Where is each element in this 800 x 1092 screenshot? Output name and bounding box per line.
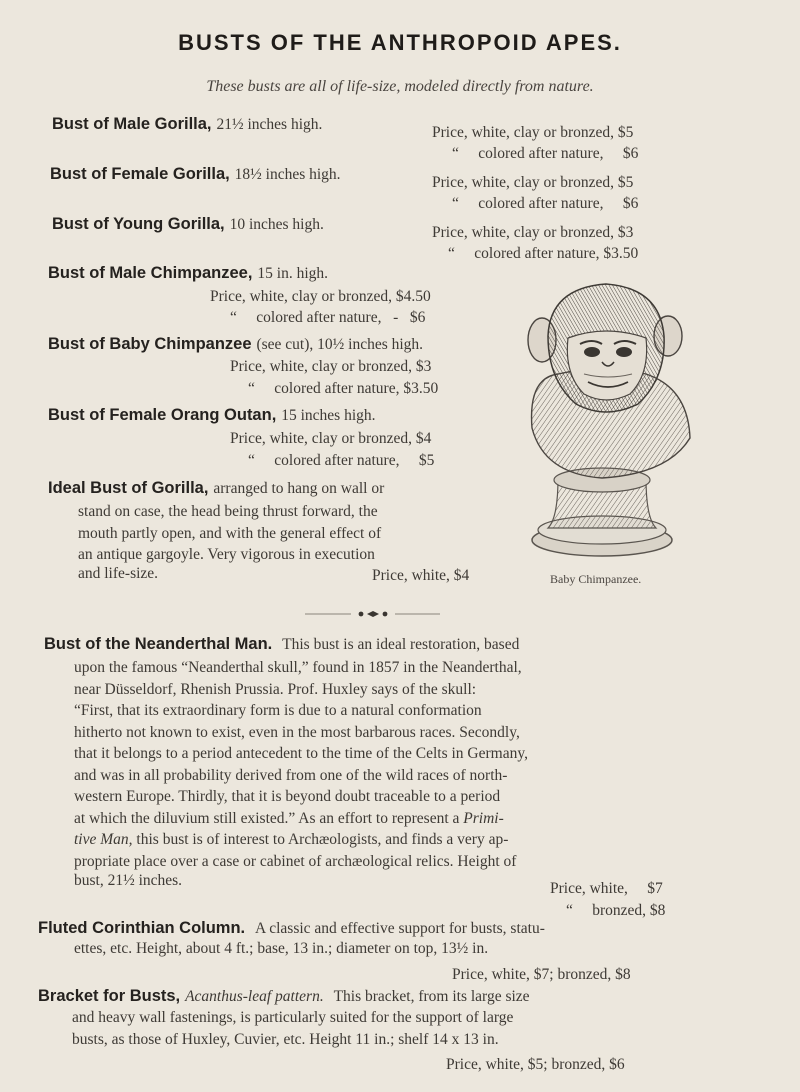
- item-name: Bust of Female Orang Outan,: [48, 406, 277, 424]
- price-white: Price, white, clay or bronzed, $5: [432, 124, 634, 141]
- price-white-bronzed: Price, white, $7; bronzed, $8: [452, 966, 631, 983]
- item-female-orang: [48, 405, 376, 426]
- item-lead: A classic and effective support for busts, statu-: [255, 920, 545, 937]
- item-bracket: [38, 986, 530, 1007]
- item-size: 21½ inches high.: [216, 116, 323, 133]
- item-name: Bust of Young Gorilla,: [52, 215, 225, 233]
- item-size: 15 inches high.: [281, 407, 376, 424]
- image-caption: Baby Chimpanzee.: [550, 572, 642, 586]
- item-name: Bust of the Neanderthal Man.: [44, 635, 273, 653]
- description-line: “First, that its extraordinary form is due to a natural conformation: [74, 702, 482, 719]
- price-white: Price, white, clay or bronzed, $4: [230, 430, 432, 447]
- item-name: Bust of Male Gorilla,: [52, 115, 212, 133]
- price-white: Price, white, clay or bronzed, $4.50: [210, 288, 431, 305]
- price-white: Price, white, clay or bronzed, $5: [432, 174, 634, 191]
- description-line: that it belongs to a period antecedent to the time of the Celts in Germany,: [74, 745, 528, 762]
- price-bronzed: “ bronzed, $8: [566, 902, 666, 919]
- description-line: an antique gargoyle. Very vigorous in execution: [78, 546, 375, 563]
- description-line: near Düsseldorf, Rhenish Prussia. Prof. Huxley says of the skull:: [74, 680, 477, 698]
- description-line: stand on case, the head being thrust forward, the: [78, 503, 378, 520]
- description-line: upon the famous “Neanderthal skull,” found in 1857 in the Neanderthal,: [74, 659, 522, 676]
- item-corinthian-column: [38, 918, 545, 939]
- description-line: western Europe. Thirdly, that it is beyond doubt traceable to a period: [74, 788, 501, 805]
- description-line: and heavy wall fastenings, is particularly suited for the support of large: [72, 1009, 514, 1026]
- description-line: hitherto not known to exist, even in the most barbarous races. Secondly,: [74, 723, 520, 741]
- text-segment: this bust is of interest to Archæologists, and finds a very ap-: [136, 831, 509, 848]
- price-white: Price, white, clay or bronzed, $3: [230, 358, 432, 375]
- italic-term: Acanthus-leaf pattern.: [185, 988, 324, 1005]
- item-ideal-gorilla: [48, 478, 384, 499]
- price-colored: “ colored after nature, $5: [248, 452, 435, 469]
- price-colored: “ colored after nature, $3.50: [448, 245, 639, 262]
- item-description: [78, 501, 506, 566]
- description-line: and was in all probability derived from one of the wild races of north-: [74, 766, 508, 784]
- item-name: Bust of Female Gorilla,: [50, 165, 230, 183]
- price-white: Price, white, clay or bronzed, $3: [432, 224, 634, 241]
- italic-term: tive Man,: [74, 831, 133, 848]
- italic-term: Primi-: [463, 809, 504, 827]
- item-name: Bust of Male Chimpanzee,: [48, 264, 253, 282]
- item-name: Ideal Bust of Gorilla,: [48, 479, 209, 497]
- item-female-gorilla: [50, 164, 341, 185]
- item-lead: This bracket, from its large size: [333, 988, 530, 1005]
- price-colored: “ colored after nature, $3.50: [248, 380, 439, 397]
- item-name: Bracket for Busts,: [38, 987, 181, 1005]
- description-line: mouth partly open, and with the general effect of: [78, 524, 382, 542]
- item-young-gorilla: [52, 214, 324, 235]
- description-last-line: bust, 21½ inches.: [74, 872, 183, 889]
- description-line: [74, 829, 700, 851]
- price-colored: “ colored after nature, $6: [452, 195, 639, 212]
- page-title: BUSTS OF THE ANTHROPOID APES.: [178, 30, 622, 55]
- item-description: [74, 657, 700, 872]
- item-size: 10 inches high.: [229, 216, 324, 233]
- item-size: 18½ inches high.: [234, 166, 341, 183]
- item-baby-chimpanzee: [48, 334, 423, 355]
- description-last-line: and life-size.: [78, 565, 159, 582]
- item-name: Bust of Baby Chimpanzee: [48, 335, 252, 353]
- item-neanderthal: [44, 634, 519, 655]
- baby-chimpanzee-bust-illustration: [518, 278, 710, 568]
- price-white: Price, white, $4: [372, 567, 470, 584]
- price-white: Price, white, $7: [550, 880, 663, 897]
- section-divider-ornament: [305, 604, 440, 624]
- price-white-bronzed: Price, white, $5; bronzed, $6: [446, 1056, 625, 1073]
- description-line: busts, as those of Huxley, Cuvier, etc. Height 11 in.; shelf 14 x 13 in.: [72, 1031, 499, 1048]
- item-name: Fluted Corinthian Column.: [38, 919, 246, 937]
- description-line: ettes, etc. Height, about 4 ft.; base, 13 in.; diameter on top, 13½ in.: [74, 940, 489, 957]
- description-line: propriate place over a case or cabinet of archæological relics. Height of: [74, 852, 517, 870]
- text-segment: at which the diluvium still existed.” As an effort to represent a: [74, 809, 460, 827]
- item-size: 15 in. high.: [257, 265, 329, 282]
- page-subtitle: These busts are all of life-size, modeled directly from nature.: [206, 78, 594, 95]
- description-line: [74, 808, 700, 830]
- item-size: (see cut), 10½ inches high.: [256, 336, 424, 353]
- item-lead: arranged to hang on wall or: [213, 480, 385, 497]
- item-male-gorilla: [52, 114, 322, 135]
- item-lead: This bust is an ideal restoration, based: [282, 636, 520, 653]
- price-colored: “ colored after nature, - $6: [230, 309, 426, 326]
- item-male-chimpanzee: [48, 263, 328, 284]
- price-colored: “ colored after nature, $6: [452, 145, 639, 162]
